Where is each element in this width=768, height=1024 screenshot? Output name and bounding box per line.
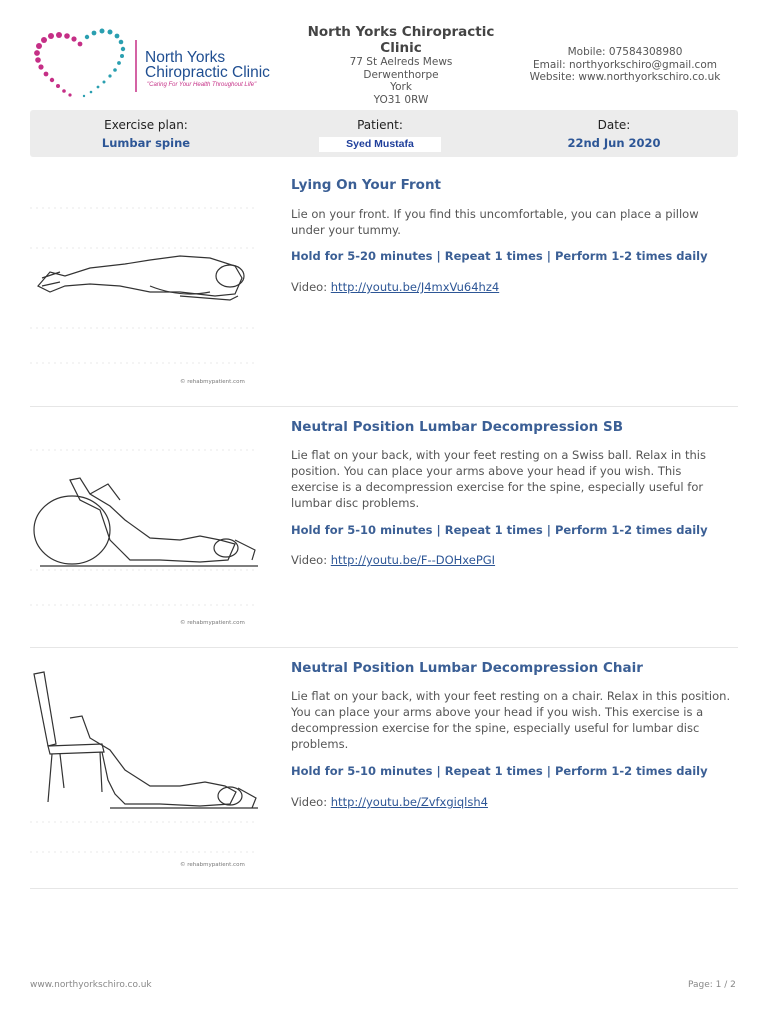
exercise-3-description: Lie flat on your back, with your feet resting on a chair. Relax in this position. You can place your arms above your head if you wish. This exercise is a decompression exercise for the spine, especially useful for lumbar disc problems. (291, 689, 731, 751)
date-value: 22nd Jun 2020 (567, 136, 661, 150)
footer-website: www.northyorkschiro.co.uk (30, 980, 152, 990)
divider (30, 647, 738, 648)
patient-label: Patient: (357, 118, 403, 132)
image-credit: © rehabmypatient.com (180, 620, 245, 626)
prone-lying-illustration-icon (30, 168, 258, 390)
exercise-3-video-link[interactable]: http://youtu.be/Zvfxgiqlsh4 (330, 795, 488, 809)
image-credit: © rehabmypatient.com (180, 862, 245, 868)
logo-tagline: "Caring For Your Health Throughout Life" (147, 82, 257, 88)
exercise-plan-label: Exercise plan: (104, 118, 188, 132)
divider (30, 406, 738, 407)
clinic-contact (515, 46, 735, 84)
exercise-1-video-link[interactable]: http://youtu.be/J4mxVu64hz4 (330, 280, 500, 294)
exercise-plan-value: Lumbar spine (101, 136, 191, 150)
swiss-ball-supine-illustration-icon (30, 410, 258, 632)
exercise-2-description: Lie flat on your back, with your feet resting on a Swiss ball. Relax in this position. You can place your arms above your head if you wish. This exercise is a decompression exercise for the spine, especially useful for lumbar disc problems. (291, 448, 706, 510)
image-credit: © rehabmypatient.com (180, 379, 245, 385)
address-line: YO31 0RW (373, 93, 429, 106)
contact-email: Email: northyorkschiro@gmail.com (533, 58, 717, 71)
clinic-address (330, 56, 472, 106)
exercise-1-dosage: Hold for 5-20 minutes | Repeat 1 times | Perform 1-2 times daily (291, 249, 708, 263)
clinic-name (305, 24, 497, 56)
page-number: Page: 1 / 2 (688, 980, 736, 990)
logo-line2: Chiropractic Clinic (145, 64, 270, 81)
contact-mobile: Mobile: 07584308980 (567, 46, 683, 58)
exercise-3-dosage: Hold for 5-10 minutes | Repeat 1 times | Perform 1-2 times daily (291, 764, 708, 778)
video-label: Video: (291, 553, 328, 567)
address-line: 77 St Aelreds Mews (349, 56, 453, 68)
patient-field (300, 118, 460, 152)
contact-website: Website: www.northyorkschiro.co.uk (529, 71, 721, 83)
video-label: Video: (291, 280, 328, 294)
exercise-2-video (291, 553, 495, 567)
divider (30, 888, 738, 889)
date-label: Date: (597, 118, 631, 132)
exercise-2-video-link[interactable]: http://youtu.be/F--DOHxePGI (330, 553, 496, 567)
exercise-2-image (30, 410, 258, 632)
logo-text (145, 50, 270, 80)
clinic-name-line1: North Yorks Chiropractic (307, 24, 495, 40)
exercise-2-dosage: Hold for 5-10 minutes | Repeat 1 times | Perform 1-2 times daily (291, 523, 708, 537)
exercise-1-video (291, 280, 499, 294)
exercise-plan-field (60, 118, 232, 150)
exercise-3-title: Neutral Position Lumbar Decompression Chair (291, 660, 643, 676)
clinic-name-line2: Clinic (380, 40, 422, 56)
exercise-1-title: Lying On Your Front (291, 177, 442, 193)
exercise-3-image (30, 652, 258, 874)
date-field (534, 118, 694, 150)
exercise-3-video (291, 795, 488, 809)
exercise-1-description: Lie on your front. If you find this uncomfortable, you can place a pillow under your tummy. (291, 207, 699, 237)
patient-value: Syed Mustafa (319, 137, 441, 152)
address-line: York (390, 81, 412, 93)
heart-logo-icon (30, 22, 140, 104)
logo-line1: North Yorks (145, 49, 226, 66)
exercise-1-image (30, 168, 258, 390)
video-label: Video: (291, 795, 328, 809)
address-line: Derwenthorpe (363, 68, 439, 81)
chair-supine-illustration-icon (30, 652, 258, 874)
exercise-2-title: Neutral Position Lumbar Decompression SB (291, 419, 624, 435)
